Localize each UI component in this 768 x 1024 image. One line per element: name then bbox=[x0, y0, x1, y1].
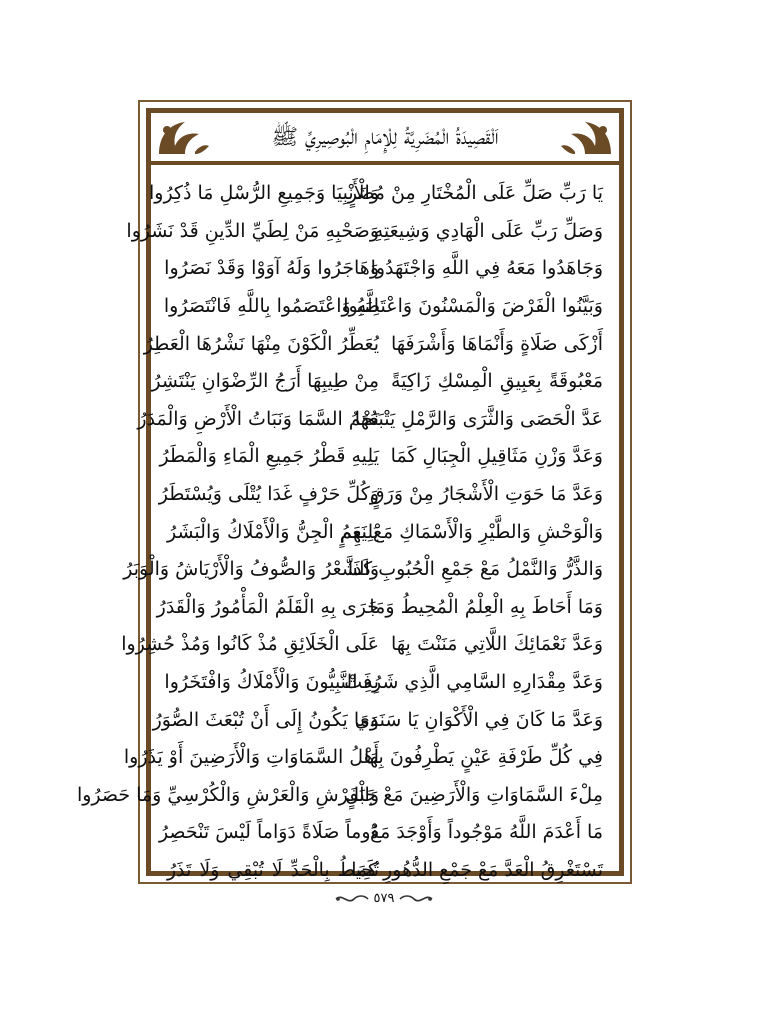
verse-row bbox=[148, 175, 609, 213]
second-hemistich: مِنْ طِيبِهَا أَرَجُ الرِّضْوَانِ يَنْتَشِرُ bbox=[151, 370, 379, 393]
second-hemistich: عَلَى الْخَلَائِقِ مُذْ كَانُوا وَمُذْ حُشِرُوا bbox=[121, 633, 379, 656]
second-hemistich: وَصَحْبِهِ مَنْ لِطَيِّ الدِّينِ قَدْ نَشَرُوا bbox=[126, 219, 379, 242]
first-hemistich: وَمَا أَحَاطَ بِهِ الْعِلْمُ الْمُحِيطُ وَمَا bbox=[369, 595, 603, 618]
first-hemistich: وَعَدَّ مَا كَانَ فِي الْأَكْوَانِ يَا سَنَدِي bbox=[354, 708, 603, 731]
verse-row bbox=[137, 401, 609, 439]
verse-row bbox=[158, 814, 609, 852]
flourish-left-icon bbox=[334, 893, 370, 905]
corner-ornament-icon bbox=[557, 116, 615, 158]
second-hemistich: أَهْلُ السَّمَاوَاتِ وَالْأَرَضِينَ أَوْ يَذَرُوا bbox=[123, 746, 379, 769]
second-hemistich: وَمَا يَكُونُ إِلَى أَنْ تُبْعَثَ الصُّوَرُ bbox=[152, 708, 379, 731]
second-hemistich: نَجْمُ السَّمَا وَنَبَاتُ الْأَرْضِ وَالْمَدَرُ bbox=[137, 407, 379, 430]
second-hemistich: وَالْأَنْبِيَا وَجَمِيعِ الرُّسْلِ مَا ذُكِرُوا bbox=[148, 182, 379, 205]
verse-row bbox=[121, 626, 609, 664]
second-hemistich: يُعَطِّرُ الْكَوْنَ مِنْهَا نَشْرُهَا الْعَطِرُ bbox=[143, 332, 379, 355]
first-hemistich: وَعَدَّ مِقْدَارِهِ السَّامِي الَّذِي شَرُفَتْ bbox=[344, 671, 603, 694]
verse-row bbox=[161, 513, 609, 551]
second-hemistich: جَرَى بِهِ الْقَلَمُ الْمَأْمُورُ وَالْقَدَرُ bbox=[156, 595, 379, 618]
second-hemistich: يَلِيهِ قَطْرُ جَمِيعِ الْمَاءِ وَالْمَطَرُ bbox=[159, 445, 379, 468]
flourish-right-icon bbox=[398, 893, 434, 905]
first-hemistich: يَا رَبِّ صَلِّ عَلَى الْمُخْتَارِ مِنْ مُضَرٍ bbox=[347, 182, 603, 205]
second-hemistich: دُوماً صَلَاةً دَوَاماً لَيْسَ تَنْحَصِرُ bbox=[158, 821, 379, 844]
first-hemistich: عَدَّ الْحَصَى وَالثَّرَى وَالرَّمْلِ يَتْبَعُهَا bbox=[354, 407, 603, 430]
verse-row bbox=[161, 664, 609, 702]
page-title: اَلْقَصِيدَةُ الْمُضَرِيَّةُ لِلْإِمَامِ الْبُوصِيرِيِّ ﷺ bbox=[271, 125, 499, 150]
first-hemistich: وَجَاهَدُوا مَعَهُ فِي اللَّهِ وَاجْتَهَدُوا bbox=[370, 257, 603, 280]
header-band bbox=[151, 113, 619, 165]
second-hemistich: تُحِيطُ بِالْحَدِّ لَا تُبْقِي وَلَا تَذَرُ bbox=[167, 858, 379, 881]
verse-row bbox=[156, 589, 609, 627]
second-hemistich: يَلِيهِمُ الْجِنُّ وَالْأَمْلَاكُ وَالْبَشَرُ bbox=[167, 520, 379, 543]
second-hemistich: وَهَاجَرُوا وَلَهُ آوَوْا وَقَدْ نَصَرُوا bbox=[164, 257, 379, 280]
second-hemistich: لِلَّهِ وَاعْتَصَمُوا بِاللَّهِ فَانْتَصَرُوا bbox=[163, 295, 379, 318]
first-hemistich: وَصَلِّ رَبِّ عَلَى الْهَادِي وَشِيعَتِهِ bbox=[373, 219, 603, 242]
first-hemistich: مِلْءَ السَّمَاوَاتِ وَالْأَرَضِينَ مَعْ جَبَلٍ bbox=[345, 783, 603, 806]
first-hemistich: وَعَدَّ نَعْمَائِكَ اللَّاتِي مَنَنْتَ بِهَا bbox=[391, 633, 603, 656]
poem-verses bbox=[76, 175, 609, 881]
verse-row bbox=[126, 213, 609, 251]
first-hemistich: مَا أَعْدَمَ اللَّهُ مَوْجُوداً وَأَوْجَدَ مَعْ bbox=[370, 821, 603, 844]
corner-ornament-icon bbox=[155, 116, 213, 158]
second-hemistich: وَالْفَرْشِ وَالْعَرْشِ وَالْكُرْسِيِّ وَمَا حَصَرُوا bbox=[76, 783, 379, 806]
first-hemistich: مَعْبُوقَةً بِعَبِيقِ الْمِسْكِ زَاكِيَةً bbox=[391, 370, 603, 393]
first-hemistich: وَعَدَّ مَا حَوَتِ الْأَشْجَارُ مِنْ وَرَقٍ bbox=[369, 483, 603, 506]
verse-row bbox=[76, 777, 609, 815]
page-frame bbox=[76, 100, 632, 884]
verse-row bbox=[123, 739, 609, 777]
first-hemistich: وَالْوَحْشِ وَالطَّيْرِ وَالْأَسْمَاكِ مَعْ نَعَمٍ bbox=[339, 520, 603, 543]
first-hemistich: تَسْتَغْرِقُ الْعَدَّ مَعْ جَمْعِ الدُّهُورِ كَمَا bbox=[351, 858, 603, 881]
verse-row bbox=[151, 363, 609, 401]
first-hemistich: وَعَدَّ وَزْنِ مَثَاقِيلِ الْجِبَالِ كَمَا bbox=[390, 445, 603, 468]
verse-row bbox=[161, 852, 609, 890]
verse-row bbox=[143, 325, 609, 363]
first-hemistich: وَبَيَّنُوا الْفَرْضَ وَالْمَسْنُونَ وَاعْتَصَبُوا bbox=[343, 295, 603, 318]
inner-frame bbox=[76, 108, 624, 881]
verse-row bbox=[152, 701, 609, 739]
first-hemistich: وَالذَّرُّ وَالنَّمْلُ مَعْ جَمْعِ الْحُبُوبِ كَذَا bbox=[347, 558, 603, 581]
first-hemistich: أَزْكَى صَلَاةٍ وَأَنْمَاهَا وَأَشْرَفَهَا bbox=[391, 332, 603, 355]
verse-row bbox=[161, 288, 609, 326]
verse-row bbox=[161, 250, 609, 288]
verse-row bbox=[158, 476, 609, 514]
second-hemistich: بِهِ النَّبِيُّونَ وَالْأَمْلَاكُ وَافْتَخَرُوا bbox=[164, 671, 379, 694]
verse-row bbox=[161, 438, 609, 476]
second-hemistich: وَكُلِّ حَرْفٍ غَدَا يُتْلَى وَيُسْتَطَرُ bbox=[158, 483, 379, 506]
page-number-area bbox=[320, 890, 448, 908]
second-hemistich: وَالشَّعْرُ وَالصُّوفُ وَالْأَرْيَاشُ وَالْوَبَرُ bbox=[123, 558, 379, 581]
page-number: ٥٧٩ bbox=[373, 891, 395, 906]
verse-row bbox=[123, 551, 609, 589]
first-hemistich: فِي كُلِّ طَرْفَةِ عَيْنٍ يَطْرِفُونَ بِهَا bbox=[363, 746, 603, 769]
